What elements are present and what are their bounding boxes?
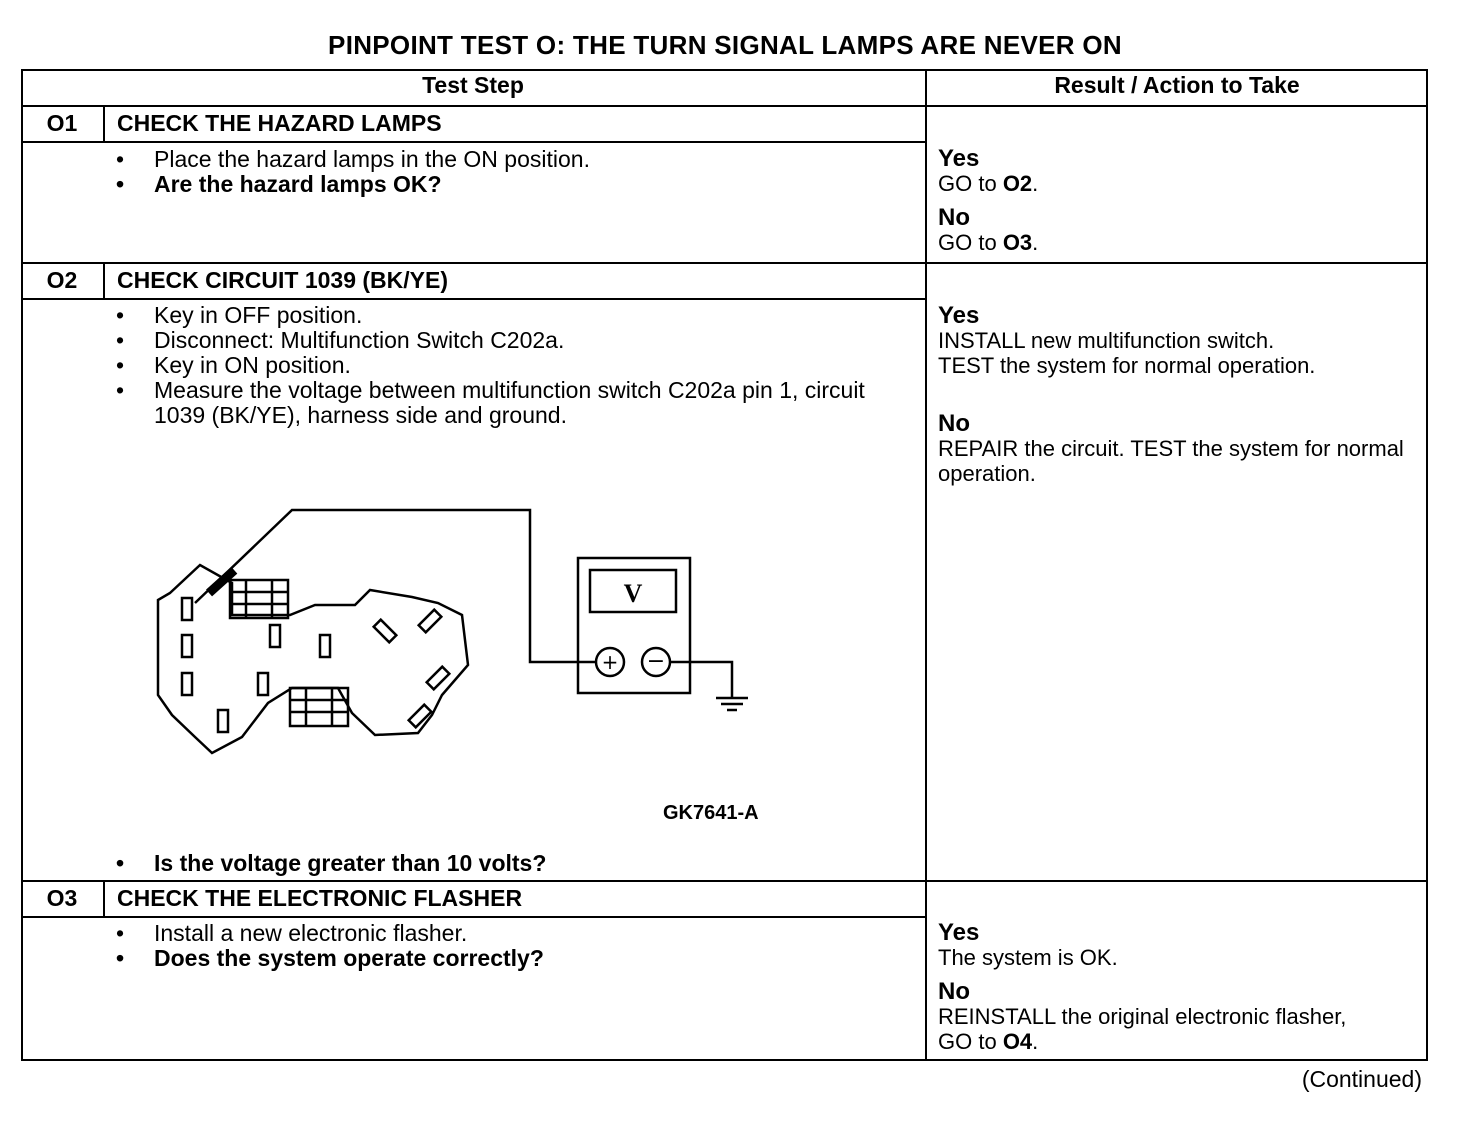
test-lead: [195, 510, 595, 662]
connector-latch: [290, 688, 348, 726]
column-header-test-step: Test Step: [422, 72, 524, 98]
no-text: GO to: [938, 1029, 997, 1054]
meter-label: V: [623, 579, 643, 608]
step-result: Yes GO to O2. No GO to O3.: [938, 146, 1418, 255]
no-label: No: [938, 204, 970, 231]
yes-text: TEST the system for normal operation.: [938, 353, 1316, 378]
yes-label: Yes: [938, 302, 980, 329]
step-heading: CHECK THE ELECTRONIC FLASHER: [117, 885, 523, 911]
step-bullets: [110, 303, 900, 428]
column-divider: [925, 69, 927, 1061]
pin-cavity: [374, 620, 397, 643]
column-header-result: Result / Action to Take: [1054, 72, 1300, 98]
bullet-item: • Place the hazard lamps in the ON position.: [110, 147, 590, 172]
divider: [103, 262, 105, 299]
pin-cavity: [270, 625, 280, 647]
step-result: Yes The system is OK. No REINSTALL the original electronic flasher, GO to O4.: [938, 920, 1418, 1054]
plus-sign: +: [601, 650, 619, 674]
step-ref: O2: [1002, 171, 1033, 196]
minus-sign: −: [646, 649, 666, 674]
bullet-item: • Measure the voltage between multifunction switch C202a pin 1, circuit 1039 (BK/YE), harness side and ground.: [110, 378, 900, 428]
page-title: PINPOINT TEST O: THE TURN SIGNAL LAMPS ARE NEVER ON: [328, 30, 1122, 60]
step-id: O2: [46, 267, 78, 293]
no-label: No: [938, 410, 970, 437]
step-id: O3: [46, 885, 78, 911]
continued-note: (Continued): [1301, 1066, 1422, 1092]
no-text: REINSTALL the original electronic flasher,: [938, 1004, 1347, 1029]
step-bullets: [110, 147, 590, 197]
bullet-question: • Does the system operate correctly?: [110, 946, 544, 971]
yes-text: INSTALL new multifunction switch.: [938, 328, 1275, 353]
no-label: No: [938, 978, 970, 1005]
divider: [21, 141, 926, 143]
pin-cavity: [182, 598, 192, 620]
bullet-item: • Disconnect: Multifunction Switch C202a.: [110, 328, 900, 353]
pin-cavity: [218, 710, 228, 732]
divider: [21, 880, 1428, 882]
yes-label: Yes: [938, 145, 980, 172]
step-ref: O4: [1002, 1029, 1033, 1054]
step-ref: O3: [1002, 230, 1033, 255]
bullet-question: • Is the voltage greater than 10 volts?: [110, 851, 546, 876]
pin-cavity: [409, 705, 432, 728]
divider: [21, 262, 1428, 264]
yes-text: The system is OK.: [938, 945, 1118, 970]
step-bullets: [110, 921, 544, 971]
bullet-item: • Key in ON position.: [110, 353, 900, 378]
no-text: GO to: [938, 230, 997, 255]
yes-text: GO to: [938, 171, 997, 196]
divider: [103, 105, 105, 142]
step-id: O1: [46, 110, 78, 136]
step-result: [938, 303, 1408, 486]
header-divider: [21, 105, 1428, 107]
pin-cavity: [258, 673, 268, 695]
pin-cavity: [182, 673, 192, 695]
bullet-item: • Install a new electronic flasher.: [110, 921, 544, 946]
pin-cavity: [182, 635, 192, 657]
connector-latch: [230, 580, 288, 618]
yes-label: Yes: [938, 919, 980, 946]
bullet-item: • Key in OFF position.: [110, 303, 900, 328]
divider: [21, 298, 926, 300]
divider: [103, 880, 105, 917]
pin-cavity: [427, 667, 450, 690]
figure-code: GK7641-A: [663, 802, 759, 824]
step-bullets: [110, 851, 546, 876]
pin-cavity: [419, 610, 442, 633]
voltmeter-diagram: [150, 505, 770, 765]
no-text: REPAIR the circuit. TEST the system for normal operation.: [938, 436, 1404, 486]
divider: [21, 916, 926, 918]
step-heading: CHECK THE HAZARD LAMPS: [117, 110, 442, 136]
bullet-question: • Are the hazard lamps OK?: [110, 172, 590, 197]
step-heading: CHECK CIRCUIT 1039 (BK/YE): [117, 267, 448, 293]
pin-cavity: [320, 635, 330, 657]
